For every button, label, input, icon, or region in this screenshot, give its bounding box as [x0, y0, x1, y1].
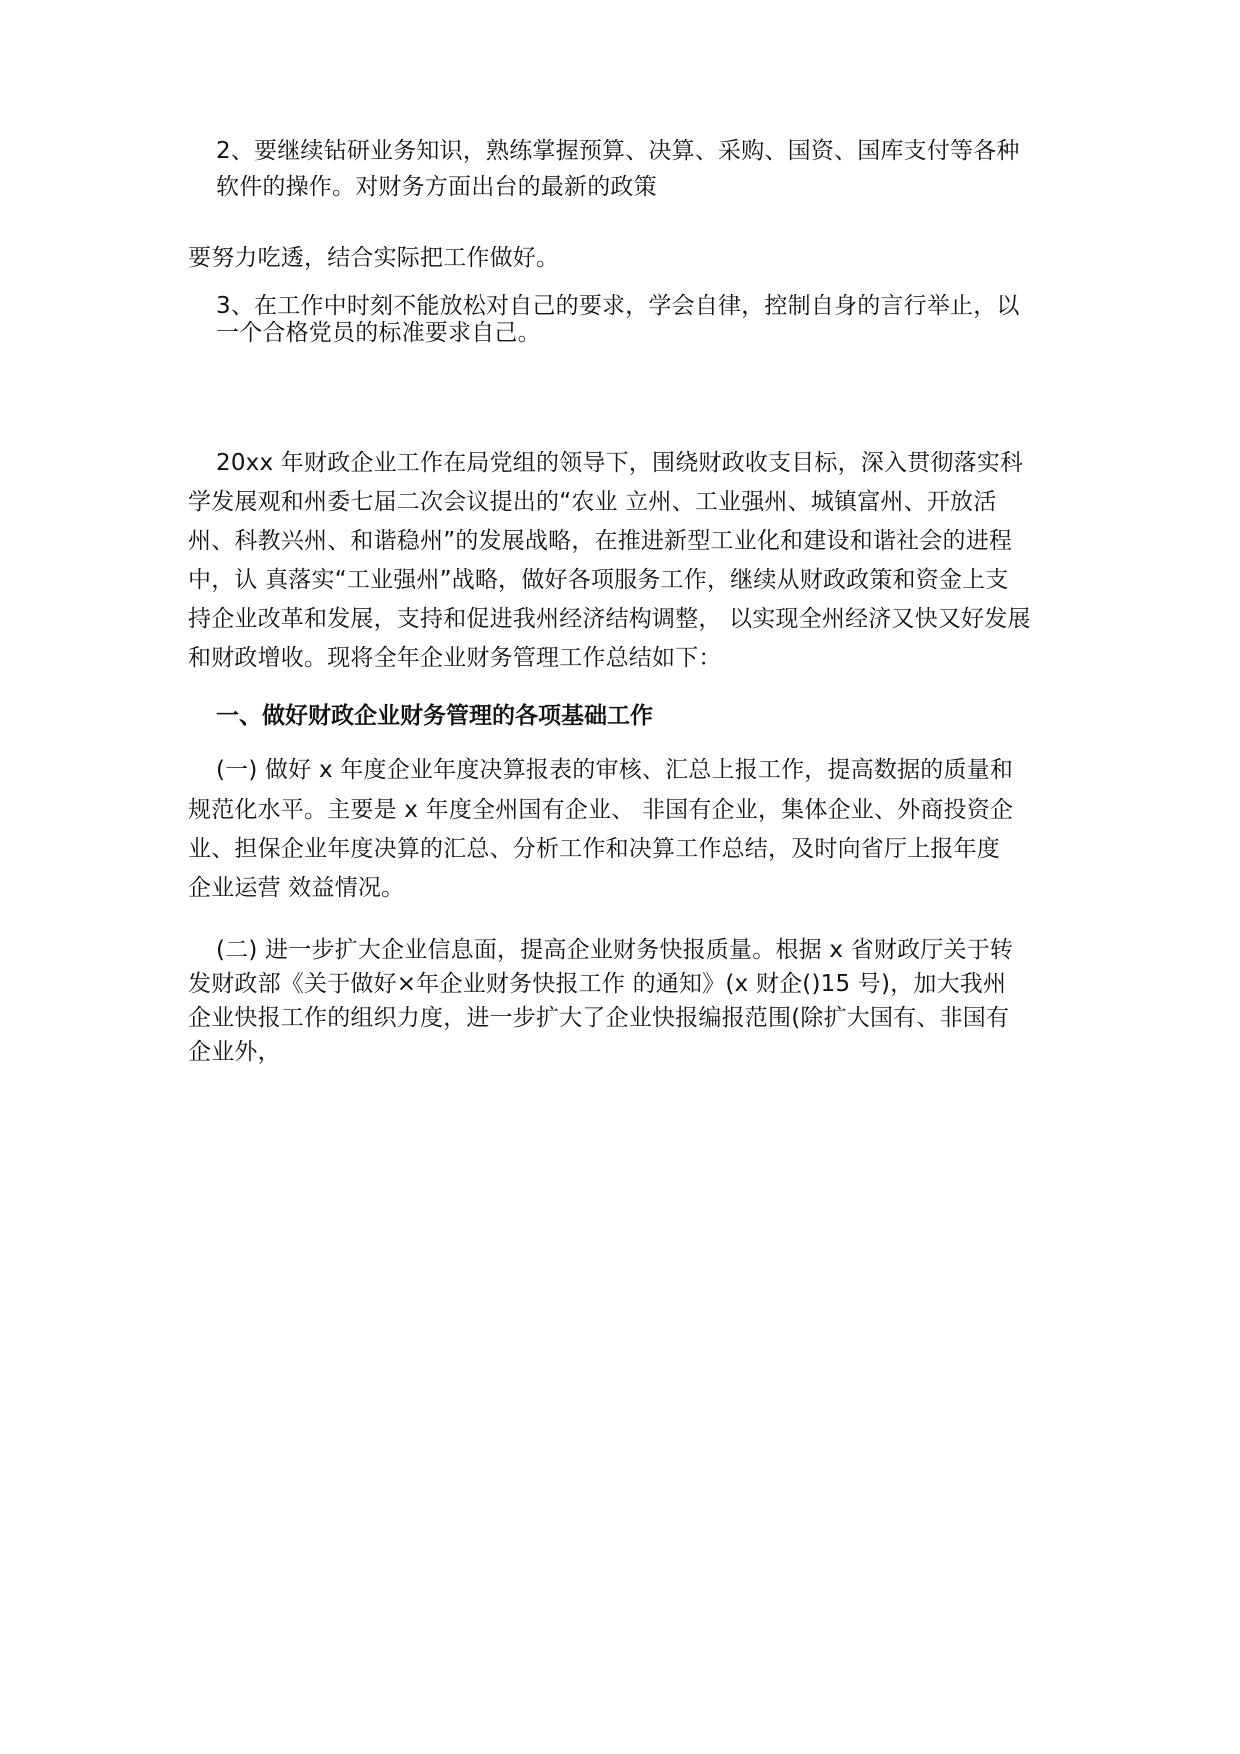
item-1-line-1: (一) 做好 x 年度企业年度决算报表的审核、汇总上报工作，提高数据的质量和 [216, 757, 1014, 783]
item-2-line-4: 企业外， [188, 1039, 281, 1065]
list-item-2-line-1: 2、要继续钻研业务知识，熟练掌握预算、决算、采购、国资、国库支付等各种 [216, 138, 1020, 164]
intro-line-2: 学发展观和州委七届二次会议提出的“农业 立州、工业强州、城镇富州、开放活 [188, 489, 997, 515]
intro-line-6: 和财政增收。现将全年企业财务管理工作总结如下： [188, 645, 722, 671]
list-item-3-line-2: 一个合格党员的标准要求自己。 [216, 320, 541, 346]
list-item-2-line-2: 软件的操作。对财务方面出台的最新的政策 [216, 174, 657, 200]
intro-line-4: 中，认 真落实“工业强州”战略，做好各项服务工作，继续从财政政策和资金上支 [188, 567, 1009, 593]
item-2-line-1: (二) 进一步扩大企业信息面，提高企业财务快报质量。根据 x 省财政厅关于转 [216, 937, 1014, 963]
item-1-line-4: 企业运营 效益情况。 [188, 875, 405, 901]
list-item-3-line-1: 3、在工作中时刻不能放松对自己的要求，学会自律，控制自身的言行举止，以 [216, 293, 1020, 319]
item-1-line-3: 业、担保企业年度决算的汇总、分析工作和决算工作总结，及时向省厅上报年度 [188, 836, 1000, 862]
item-2-line-3: 企业快报工作的组织力度，进一步扩大了企业快报编报范围(除扩大国有、非国有 [188, 1005, 1010, 1031]
section-1-heading: 一、做好财政企业财务管理的各项基础工作 [216, 703, 653, 729]
item-2-line-2: 发财政部《关于做好×年企业财务快报工作 的通知》(x 财企()15 号)，加大我州 [188, 971, 1007, 997]
intro-line-5: 持企业改革和发展，支持和促进我州经济结构调整， 以实现全州经济又快又好发展 [188, 606, 1031, 632]
intro-line-3: 州、科教兴州、和谐稳州”的发展战略，在推进新型工业化和建设和谐社会的进程 [188, 528, 1013, 554]
continuation-line: 要努力吃透，结合实际把工作做好。 [188, 245, 560, 271]
intro-line-1: 20xx 年财政企业工作在局党组的领导下，围绕财政收支目标，深入贯彻落实科 [216, 450, 1024, 476]
item-1-line-2: 规范化水平。主要是 x 年度全州国有企业、 非国有企业，集体企业、外商投资企 [188, 797, 1014, 823]
